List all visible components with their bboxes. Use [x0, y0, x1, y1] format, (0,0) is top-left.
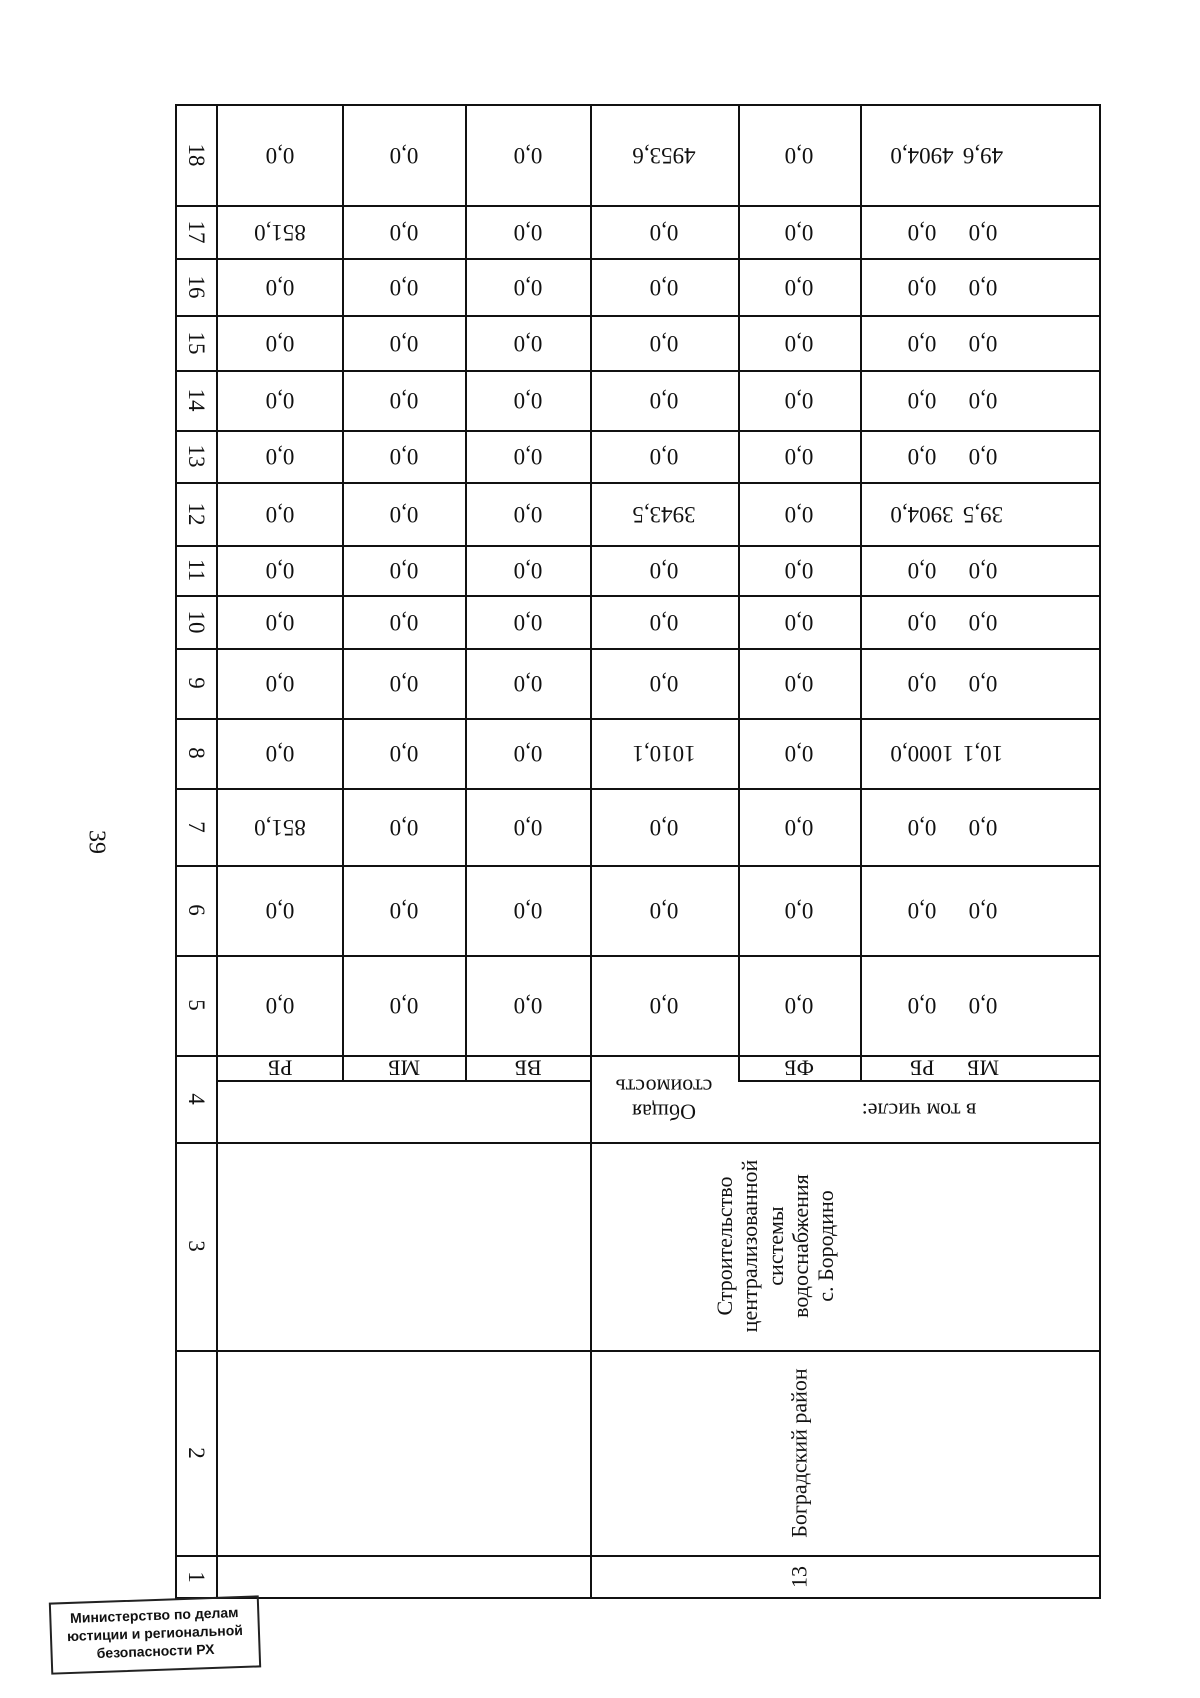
value-rb2-col7-text: 851,0 — [253, 814, 306, 840]
value-total-col5-text: 0,0 — [649, 993, 679, 1019]
value-mb2-col15 — [342, 315, 465, 370]
value-rb2-col13 — [217, 430, 342, 482]
value-fb-col16 — [738, 258, 860, 315]
column-number-6-text: 6 — [184, 904, 210, 916]
value-rb2-col18 — [217, 105, 342, 205]
column-number-1-text: 1 — [184, 1570, 210, 1583]
value-total-col17 — [590, 205, 738, 258]
value-mb1-col15-text: 0,0 — [968, 330, 998, 356]
value-total-col14-text: 0,0 — [649, 388, 679, 414]
value-fb-col10 — [738, 595, 860, 648]
value-vb-col6 — [465, 865, 590, 955]
value-vb-col16-text: 0,0 — [513, 274, 542, 300]
value-vb-col8 — [465, 718, 590, 788]
column-number-13-text: 13 — [184, 444, 210, 468]
value-mb2-col6 — [342, 865, 465, 955]
row-number — [738, 1555, 860, 1598]
value-mb2-col17-text: 0,0 — [389, 219, 418, 245]
value-rb1-col17-text: 0,0 — [907, 219, 936, 245]
value-fb-col8-text: 0,0 — [784, 741, 814, 767]
funding-label-mb2 — [342, 1055, 465, 1080]
value-total-col12 — [590, 482, 738, 545]
value-mb2-col12-text: 0,0 — [389, 501, 418, 527]
value-total-col13-text: 0,0 — [649, 444, 679, 470]
value-fb-col7-text: 0,0 — [784, 814, 814, 840]
column-number-10 — [175, 595, 217, 648]
value-mb2-col8 — [342, 718, 465, 788]
stamp-line-3: безопасности РХ — [96, 1641, 215, 1662]
funding-label-total-text: Общая стоимость — [615, 1073, 713, 1124]
value-mb1-col12-text: 39,5 — [962, 501, 1004, 527]
column-number-2 — [175, 1350, 217, 1555]
table-border-bottom — [175, 1597, 1100, 1599]
value-rb2-col6 — [217, 865, 342, 955]
column-number-3-text: 3 — [184, 1240, 210, 1252]
column-number-4-text: 4 — [184, 1092, 210, 1105]
value-mb1-col9-text: 0,0 — [968, 671, 998, 697]
value-rb1-col16-text: 0,0 — [907, 274, 936, 300]
table-border-right — [1099, 104, 1101, 1599]
value-rb2-col5-text: 0,0 — [265, 993, 294, 1019]
value-total-col11 — [590, 545, 738, 595]
value-fb-col9-text: 0,0 — [784, 671, 814, 697]
value-rb1-col10-text: 0,0 — [907, 609, 936, 635]
value-vb-col11 — [465, 545, 590, 595]
value-mb1-col13-text: 0,0 — [968, 444, 998, 470]
column-number-9-text: 9 — [184, 677, 210, 689]
value-total-col10-text: 0,0 — [649, 609, 679, 635]
value-vb-col7 — [465, 788, 590, 865]
district-name — [738, 1350, 860, 1555]
column-number-10-text: 10 — [184, 610, 210, 633]
value-vb-col11-text: 0,0 — [513, 558, 542, 584]
value-mb2-col5 — [342, 955, 465, 1055]
value-total-col15 — [590, 315, 738, 370]
value-vb-col9 — [465, 648, 590, 718]
value-rb2-col12-text: 0,0 — [265, 501, 294, 527]
value-rb1-col17 — [860, 205, 983, 258]
value-rb2-col16 — [217, 258, 342, 315]
value-fb-col5-text: 0,0 — [784, 993, 814, 1019]
value-mb1-col7-text: 0,0 — [968, 814, 998, 840]
column-number-5-text: 5 — [184, 999, 210, 1011]
value-total-col17-text: 0,0 — [649, 219, 679, 245]
funding-label-vb — [465, 1055, 590, 1080]
value-mb2-col13 — [342, 430, 465, 482]
column-number-2-text: 2 — [184, 1446, 210, 1459]
column-number-14 — [175, 370, 217, 430]
funding-label-including-text: в том числе: — [861, 1098, 977, 1124]
value-rb2-col9 — [217, 648, 342, 718]
value-fb-col12 — [738, 482, 860, 545]
value-rb2-col6-text: 0,0 — [265, 898, 294, 924]
value-mb2-col14 — [342, 370, 465, 430]
column-number-15 — [175, 315, 217, 370]
value-rb1-col7 — [860, 788, 983, 865]
value-fb-col11-text: 0,0 — [784, 558, 814, 584]
value-mb2-col8-text: 0,0 — [389, 741, 418, 767]
value-rb1-col14-text: 0,0 — [907, 388, 936, 414]
column-number-14-text: 14 — [184, 388, 210, 412]
value-mb2-col10-text: 0,0 — [389, 609, 418, 635]
value-fb-col9 — [738, 648, 860, 718]
value-vb-col5-text: 0,0 — [513, 993, 542, 1019]
value-mb2-col6-text: 0,0 — [389, 898, 418, 924]
value-total-col8 — [590, 718, 738, 788]
value-mb2-col14-text: 0,0 — [389, 388, 418, 414]
value-rb2-col9-text: 0,0 — [265, 671, 294, 697]
column-number-3 — [175, 1142, 217, 1350]
value-total-col14 — [590, 370, 738, 430]
funding-label-fb-text: ФБ — [783, 1055, 815, 1081]
value-mb1-col16-text: 0,0 — [968, 274, 998, 300]
value-mb2-col12 — [342, 482, 465, 545]
value-total-col9-text: 0,0 — [649, 671, 679, 697]
column-number-16-text: 16 — [184, 275, 210, 298]
value-vb-col18-text: 0,0 — [513, 143, 542, 169]
stamp-line-1: Министерство по делам — [69, 1604, 239, 1626]
value-total-col10 — [590, 595, 738, 648]
value-rb1-col11 — [860, 545, 983, 595]
value-rb2-col10 — [217, 595, 342, 648]
value-rb2-col11-text: 0,0 — [265, 558, 294, 584]
funding-label-vb-text: ВБ — [513, 1055, 542, 1081]
value-rb1-col18-text: 4904,0 — [889, 143, 954, 169]
district-name-text: Боградский район — [786, 1367, 812, 1538]
value-total-col15-text: 0,0 — [649, 330, 679, 356]
value-fb-col14-text: 0,0 — [784, 388, 814, 414]
value-total-col13 — [590, 430, 738, 482]
column-number-8 — [175, 718, 217, 788]
value-rb2-col17 — [217, 205, 342, 258]
value-vb-col15 — [465, 315, 590, 370]
funding-label-total — [590, 1055, 738, 1142]
value-vb-col5 — [465, 955, 590, 1055]
value-fb-col11 — [738, 545, 860, 595]
value-vb-col8-text: 0,0 — [513, 741, 542, 767]
column-number-11-text: 11 — [184, 558, 210, 582]
column-number-7 — [175, 788, 217, 865]
column-number-13 — [175, 430, 217, 482]
value-vb-col12 — [465, 482, 590, 545]
column-number-18-text: 18 — [184, 143, 210, 167]
value-mb2-col18-text: 0,0 — [389, 143, 418, 169]
value-fb-col5 — [738, 955, 860, 1055]
value-rb1-col9 — [860, 648, 983, 718]
value-fb-col17 — [738, 205, 860, 258]
value-vb-col14 — [465, 370, 590, 430]
value-rb1-col15-text: 0,0 — [907, 330, 936, 356]
value-mb2-col7-text: 0,0 — [389, 814, 418, 840]
value-fb-col6-text: 0,0 — [784, 898, 814, 924]
value-mb2-col5-text: 0,0 — [389, 993, 418, 1019]
value-total-col5 — [590, 955, 738, 1055]
value-vb-col9-text: 0,0 — [513, 671, 542, 697]
value-fb-col10-text: 0,0 — [784, 609, 814, 635]
project-name-text: Строительство централизованной системы водоснабжения с. Бородино — [711, 1159, 838, 1333]
value-vb-col16 — [465, 258, 590, 315]
value-mb1-col17-text: 0,0 — [968, 219, 998, 245]
value-fb-col13-text: 0,0 — [784, 444, 814, 470]
value-rb1-col12-text: 3904,0 — [889, 501, 954, 527]
value-total-col8-text: 1010,1 — [632, 741, 696, 767]
value-mb2-col17 — [342, 205, 465, 258]
column-number-15-text: 15 — [184, 331, 210, 354]
value-mb1-col18-text: 49,6 — [962, 143, 1004, 169]
value-fb-col18-text: 0,0 — [784, 143, 814, 169]
value-rb2-col18-text: 0,0 — [265, 143, 294, 169]
value-rb1-col13-text: 0,0 — [907, 444, 936, 470]
column-number-9 — [175, 648, 217, 718]
value-rb2-col12 — [217, 482, 342, 545]
column-number-1 — [175, 1555, 217, 1598]
row-number-text: 13 — [786, 1565, 812, 1588]
funding-label-mb1-text: МБ — [966, 1055, 1000, 1081]
value-total-col12-text: 3943,5 — [632, 501, 696, 527]
value-rb1-col7-text: 0,0 — [907, 814, 936, 840]
value-vb-col12-text: 0,0 — [513, 501, 542, 527]
value-rb2-col5 — [217, 955, 342, 1055]
value-rb1-col5-text: 0,0 — [907, 993, 936, 1019]
value-mb1-col6-text: 0,0 — [968, 898, 998, 924]
value-rb1-col10 — [860, 595, 983, 648]
value-rb1-col8-text: 1000,0 — [889, 741, 954, 767]
value-vb-col7-text: 0,0 — [513, 814, 542, 840]
funding-label-mb2-text: МБ — [387, 1055, 420, 1081]
value-rb2-col14 — [217, 370, 342, 430]
ministry-stamp — [49, 1595, 261, 1674]
value-total-col6 — [590, 865, 738, 955]
value-rb1-col9-text: 0,0 — [907, 671, 936, 697]
value-mb2-col13-text: 0,0 — [389, 444, 418, 470]
value-vb-col10-text: 0,0 — [513, 609, 542, 635]
value-total-col11-text: 0,0 — [649, 558, 679, 584]
funding-label-fb — [738, 1055, 860, 1080]
value-rb2-col10-text: 0,0 — [265, 609, 294, 635]
value-rb2-col13-text: 0,0 — [265, 444, 294, 470]
column-number-7-text: 7 — [184, 820, 210, 833]
value-mb2-col16-text: 0,0 — [389, 274, 418, 300]
funding-label-rb2-text: РБ — [267, 1055, 292, 1081]
column-number-17-text: 17 — [184, 220, 210, 243]
value-vb-col18 — [465, 105, 590, 205]
value-mb2-col10 — [342, 595, 465, 648]
value-rb2-col14-text: 0,0 — [265, 388, 294, 414]
value-fb-col17-text: 0,0 — [784, 219, 814, 245]
column-number-12 — [175, 482, 217, 545]
value-rb2-col15-text: 0,0 — [265, 330, 294, 356]
value-fb-col14 — [738, 370, 860, 430]
column-number-8-text: 8 — [184, 747, 210, 759]
value-mb1-col11-text: 0,0 — [968, 558, 998, 584]
value-rb2-col15 — [217, 315, 342, 370]
header-row-divider-3 — [175, 1555, 1100, 1557]
value-mb2-col11 — [342, 545, 465, 595]
value-mb2-col11-text: 0,0 — [389, 558, 418, 584]
page-number-text: 39 — [83, 830, 110, 854]
header-row-divider-2 — [175, 1350, 1100, 1352]
funding-label-rb1-text: РБ — [909, 1055, 934, 1081]
value-total-col18-text: 4953,6 — [632, 143, 696, 169]
value-mb1-col8-text: 10,1 — [962, 741, 1004, 767]
value-fb-col16-text: 0,0 — [784, 274, 814, 300]
column-number-11 — [175, 545, 217, 595]
value-mb1-col14-text: 0,0 — [968, 388, 998, 414]
value-mb1-col5-text: 0,0 — [968, 993, 998, 1019]
column-number-5 — [175, 955, 217, 1055]
value-vb-col13-text: 0,0 — [513, 444, 542, 470]
value-vb-col13 — [465, 430, 590, 482]
value-rb2-col7 — [217, 788, 342, 865]
value-vb-col14-text: 0,0 — [513, 388, 542, 414]
value-rb2-col8 — [217, 718, 342, 788]
value-rb1-col13 — [860, 430, 983, 482]
value-rb2-col16-text: 0,0 — [265, 274, 294, 300]
value-rb1-col5 — [860, 955, 983, 1055]
value-fb-col6 — [738, 865, 860, 955]
value-vb-col15-text: 0,0 — [513, 330, 542, 356]
value-total-col6-text: 0,0 — [649, 898, 679, 924]
column-number-12-text: 12 — [184, 502, 210, 525]
value-rb1-col15 — [860, 315, 983, 370]
funding-label-rb1 — [860, 1055, 983, 1080]
funding-label-rb2 — [217, 1055, 342, 1080]
value-mb2-col18 — [342, 105, 465, 205]
value-vb-col17 — [465, 205, 590, 258]
value-vb-col17-text: 0,0 — [513, 219, 542, 245]
value-fb-col13 — [738, 430, 860, 482]
value-rb2-col8-text: 0,0 — [265, 741, 294, 767]
value-total-col9 — [590, 648, 738, 718]
value-rb2-col17-text: 851,0 — [253, 219, 306, 245]
value-fb-col12-text: 0,0 — [784, 501, 814, 527]
funding-label-including — [738, 1080, 1100, 1142]
column-number-4 — [175, 1055, 217, 1142]
value-vb-col10 — [465, 595, 590, 648]
value-fb-col18 — [738, 105, 860, 205]
value-mb2-col9-text: 0,0 — [389, 671, 418, 697]
value-mb2-col9 — [342, 648, 465, 718]
value-total-col7 — [590, 788, 738, 865]
value-total-col16-text: 0,0 — [649, 274, 679, 300]
value-total-col18 — [590, 105, 738, 205]
value-total-col7-text: 0,0 — [649, 814, 679, 840]
column-number-6 — [175, 865, 217, 955]
value-fb-col15 — [738, 315, 860, 370]
value-rb1-col6 — [860, 865, 983, 955]
value-rb1-col16 — [860, 258, 983, 315]
stamp-line-2: юстиции и региональной — [66, 1622, 244, 1645]
value-total-col16 — [590, 258, 738, 315]
value-rb1-col11-text: 0,0 — [907, 558, 936, 584]
value-vb-col6-text: 0,0 — [513, 898, 542, 924]
value-mb2-col15-text: 0,0 — [389, 330, 418, 356]
project-name — [590, 1142, 960, 1350]
value-fb-col7 — [738, 788, 860, 865]
value-fb-col15-text: 0,0 — [784, 330, 814, 356]
value-rb2-col11 — [217, 545, 342, 595]
value-mb2-col7 — [342, 788, 465, 865]
value-mb1-col10-text: 0,0 — [968, 609, 998, 635]
value-rb1-col6-text: 0,0 — [907, 898, 936, 924]
column-number-16 — [175, 258, 217, 315]
column-number-18 — [175, 105, 217, 205]
column-number-17 — [175, 205, 217, 258]
value-mb2-col16 — [342, 258, 465, 315]
value-fb-col8 — [738, 718, 860, 788]
value-rb1-col14 — [860, 370, 983, 430]
